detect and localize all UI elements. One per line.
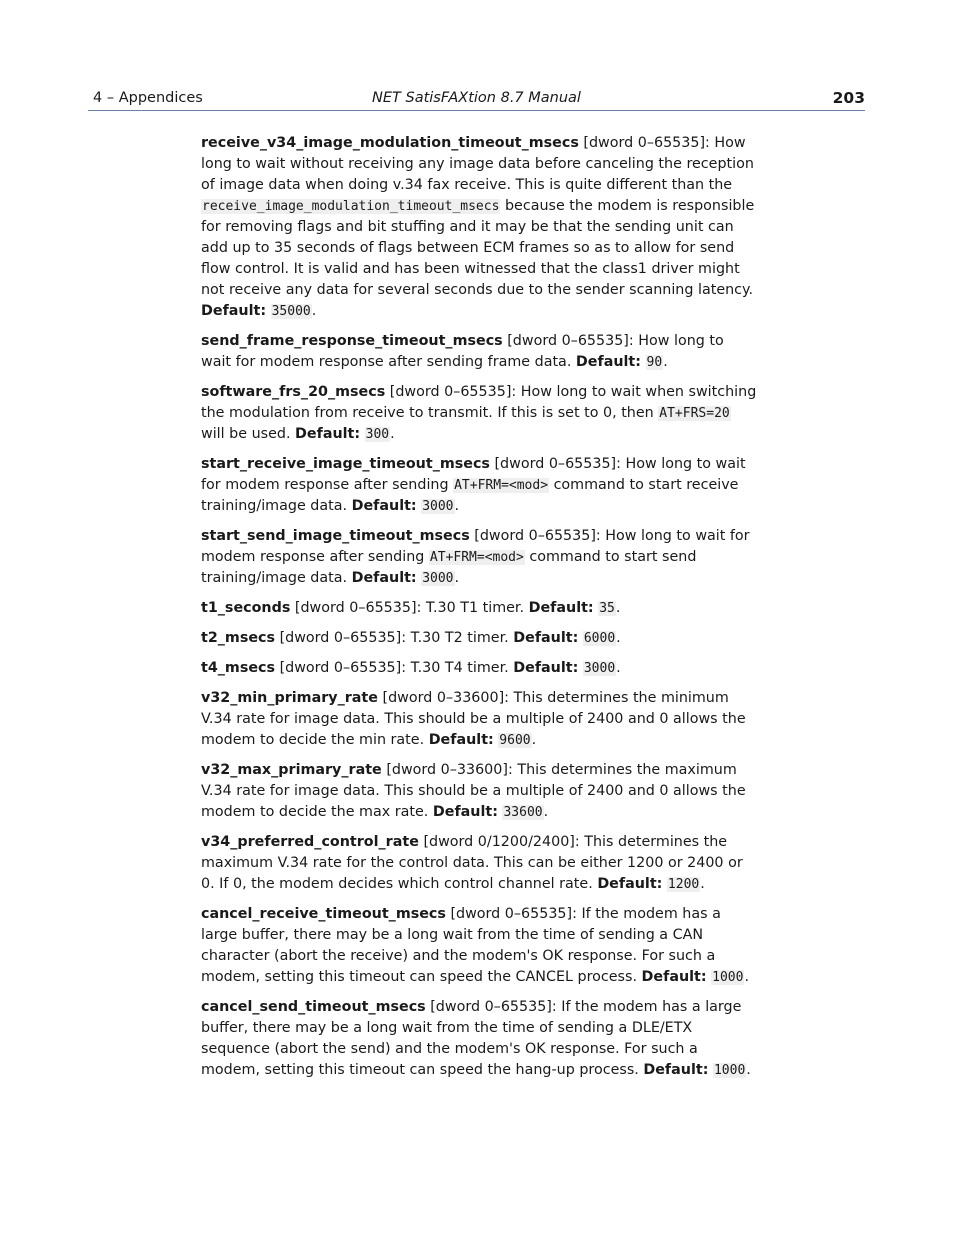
default-value: 300 [365, 427, 390, 442]
entry-description: : How long to wait for modem response after sending [201, 528, 750, 565]
entry-description: command to start receive training/image data. [201, 477, 739, 514]
default-value: 9600 [499, 733, 531, 748]
entry-range: [dword 0–65535] [294, 600, 417, 616]
entry-description: will be used. [201, 426, 296, 442]
default-label: Default: [201, 303, 267, 319]
inline-code: AT+FRM=<mod> [429, 550, 524, 565]
default-value: 1000 [712, 970, 744, 985]
default-value: 35 [599, 601, 615, 616]
default-label: Default: [295, 426, 361, 442]
entry-description: : How long to wait when switching the modulation from receive to transmit. If this is set to 0, then [201, 384, 757, 421]
entry-start-send-image-timeout: start_send_image_timeout_msecs [dword 0–65535]: How long to wait for modem response after sending AT+FRM=<mod> command to start send training/image data. Default: 3000. [201, 528, 750, 586]
page-number: 203 [832, 89, 865, 107]
entry-description: because the modem is responsible for removing flags and bit stuffing and it may be that the sending unit can add up to 35 seconds of flags between ECM frames so as to allow for send flow control. It is valid and has been witnessed that the class1 driver might not receive any data for several seconds due to the sender scanning latency. [201, 198, 755, 298]
entry-range: [dword 0/1200/2400] [423, 834, 575, 850]
entry-t1-seconds: t1_seconds [dword 0–65535]: T.30 T1 timer. Default: 35. [201, 600, 621, 616]
entry-term: software_frs_20_msecs [201, 384, 386, 400]
entry-term: v32_min_primary_rate [201, 690, 378, 706]
entry-range: [dword 0–65535] [450, 906, 573, 922]
entry-description: : T.30 T2 timer. [401, 630, 514, 646]
entry-description: command to start send training/image data. [201, 549, 697, 586]
entry-description: : This determines the minimum V.34 rate for image data. This should be a multiple of 2400 and 0 allows the modem to decide the min rate. [201, 690, 746, 748]
entry-range: [dword 0–65535] [430, 999, 552, 1015]
entry-term: cancel_send_timeout_msecs [201, 999, 426, 1015]
entry-v32-min-primary-rate: v32_min_primary_rate [dword 0–33600]: This determines the minimum V.34 rate for image data. This should be a multiple of 2400 and 0 allows the modem to decide the min rate. Default: 9600. [201, 690, 746, 748]
default-label: Default: [513, 630, 579, 646]
entry-range: [dword 0–33600] [386, 762, 508, 778]
default-value: 90 [646, 355, 663, 370]
entry-v34-preferred-control-rate: v34_preferred_control_rate [dword 0/1200/2400]: This determines the maximum V.34 rate for the control data. This can be either 1200 or 2400 or 0. If 0, the modem decides which control channel rate. Default: 1200. [201, 834, 743, 892]
entry-description: : How long to wait without receiving any image data before canceling the reception of image data when doing v.34 fax receive. This is quite different than the [201, 135, 754, 193]
document-body [201, 133, 757, 1090]
entry-term: receive_v34_image_modulation_timeout_msecs [201, 135, 579, 151]
default-value: 1200 [667, 877, 700, 892]
document-title: NET SatisFAXtion 8.7 Manual [372, 90, 581, 106]
default-label: Default: [351, 570, 417, 586]
entry-term: t2_msecs [201, 630, 276, 646]
section-label: 4 – Appendices [93, 90, 203, 106]
default-label: Default: [428, 732, 494, 748]
entry-description: : T.30 T1 timer. [416, 600, 529, 616]
entry-t2-msecs: t2_msecs [dword 0–65535]: T.30 T2 timer. Default: 6000. [201, 630, 621, 646]
default-value: 6000 [583, 631, 616, 646]
entry-range: [dword 0–65535] [279, 660, 402, 676]
entry-term: send_frame_response_timeout_msecs [201, 333, 503, 349]
entry-start-receive-image-timeout: start_receive_image_timeout_msecs [dword 0–65535]: How long to wait for modem response after sending AT+FRM=<mod> command to start receive training/image data. Default: 3000. [201, 456, 746, 514]
entry-term: start_send_image_timeout_msecs [201, 528, 470, 544]
entry-range: [dword 0–65535] [583, 135, 706, 151]
entry-description: : How long to wait for modem response after sending frame data. [201, 333, 724, 370]
entry-description: : T.30 T4 timer. [401, 660, 514, 676]
entry-term: start_receive_image_timeout_msecs [201, 456, 490, 472]
entry-term: v32_max_primary_rate [201, 762, 382, 778]
default-value: 1000 [713, 1063, 746, 1078]
entry-receive-v34-image-modulation-timeout: receive_v34_image_modulation_timeout_msecs [dword 0–65535]: How long to wait without receiving any image data before canceling the reception of image data when doing v.34 fax receive. This is quite different than the receive_image_modulation_timeout_msecs because the modem is responsible for removing flags and bit stuffing and it may be that the sending unit can add up to 35 seconds of flags between ECM frames so as to allow for send flow control. It is valid and has been witnessed that the class1 driver might not receive any data for several seconds due to the sender scanning latency. Default: 35000. [201, 135, 755, 319]
entry-range: [dword 0–65535] [389, 384, 512, 400]
entry-range: [dword 0–65535] [279, 630, 402, 646]
entry-description: : This determines the maximum V.34 rate for image data. This should be a multiple of 2400 and 0 allows the modem to decide the max rate. [201, 762, 746, 820]
entry-cancel-receive-timeout: cancel_receive_timeout_msecs [dword 0–65535]: If the modem has a large buffer, there may be a long wait from the time of sending a CAN character (abort the receive) and the modem's OK response. For such a modem, setting this timeout can speed the CANCEL process. Default: 1000. [201, 906, 750, 985]
default-label: Default: [513, 660, 579, 676]
entry-description: : If the modem has a large buffer, there may be a long wait from the time of sending a CAN character (abort the receive) and the modem's OK response. For such a modem, setting this timeout can speed the CANCEL process. [201, 906, 721, 985]
entry-term: v34_preferred_control_rate [201, 834, 419, 850]
entry-range: [dword 0–33600] [382, 690, 505, 706]
default-label: Default: [641, 969, 707, 985]
default-value: 3000 [422, 499, 454, 514]
default-label: Default: [643, 1062, 709, 1078]
entry-range: [dword 0–65535] [474, 528, 596, 544]
entry-t4-msecs: t4_msecs [dword 0–65535]: T.30 T4 timer. Default: 3000. [201, 660, 621, 676]
entry-range: [dword 0–65535] [494, 456, 617, 472]
inline-code: receive_image_modulation_timeout_msecs [202, 199, 500, 214]
page-header [88, 88, 865, 111]
inline-code: AT+FRS=20 [659, 406, 730, 421]
entry-description: : This determines the maximum V.34 rate for the control data. This can be either 1200 or 2400 or 0. If 0, the modem decides which control channel rate. [201, 834, 743, 892]
entry-description: : How long to wait for modem response after sending [201, 456, 746, 493]
entry-v32-max-primary-rate: v32_max_primary_rate [dword 0–33600]: This determines the maximum V.34 rate for image data. This should be a multiple of 2400 and 0 allows the modem to decide the max rate. Default: 33600. [201, 762, 746, 820]
default-label: Default: [597, 876, 663, 892]
default-label: Default: [528, 600, 594, 616]
inline-code: AT+FRM=<mod> [454, 478, 549, 493]
entry-range: [dword 0–65535] [507, 333, 629, 349]
entry-send-frame-response-timeout: send_frame_response_timeout_msecs [dword 0–65535]: How long to wait for modem response after sending frame data. Default: 90. [201, 333, 724, 370]
entry-description: : If the modem has a large buffer, there may be a long wait from the time of sending a DLE/ETX sequence (abort the send) and the modem's OK response. For such a modem, setting this timeout can speed the hang-up process. [201, 999, 742, 1078]
default-label: Default: [575, 354, 641, 370]
default-value: 35000 [271, 304, 311, 319]
entry-cancel-send-timeout: cancel_send_timeout_msecs [dword 0–65535]: If the modem has a large buffer, there may be a long wait from the time of sending a DLE/ETX sequence (abort the send) and the modem's OK response. For such a modem, setting this timeout can speed the hang-up process. Default: 1000. [201, 999, 751, 1078]
default-label: Default: [432, 804, 498, 820]
default-value: 3000 [422, 571, 454, 586]
entry-term: t4_msecs [201, 660, 276, 676]
entry-term: cancel_receive_timeout_msecs [201, 906, 446, 922]
default-label: Default: [351, 498, 417, 514]
default-value: 33600 [503, 805, 543, 820]
entry-term: t1_seconds [201, 600, 291, 616]
default-value: 3000 [583, 661, 616, 676]
entry-software-frs-20: software_frs_20_msecs [dword 0–65535]: How long to wait when switching the modulation from receive to transmit. If this is set to 0, then AT+FRS=20 will be used. Default: 300. [201, 384, 757, 442]
